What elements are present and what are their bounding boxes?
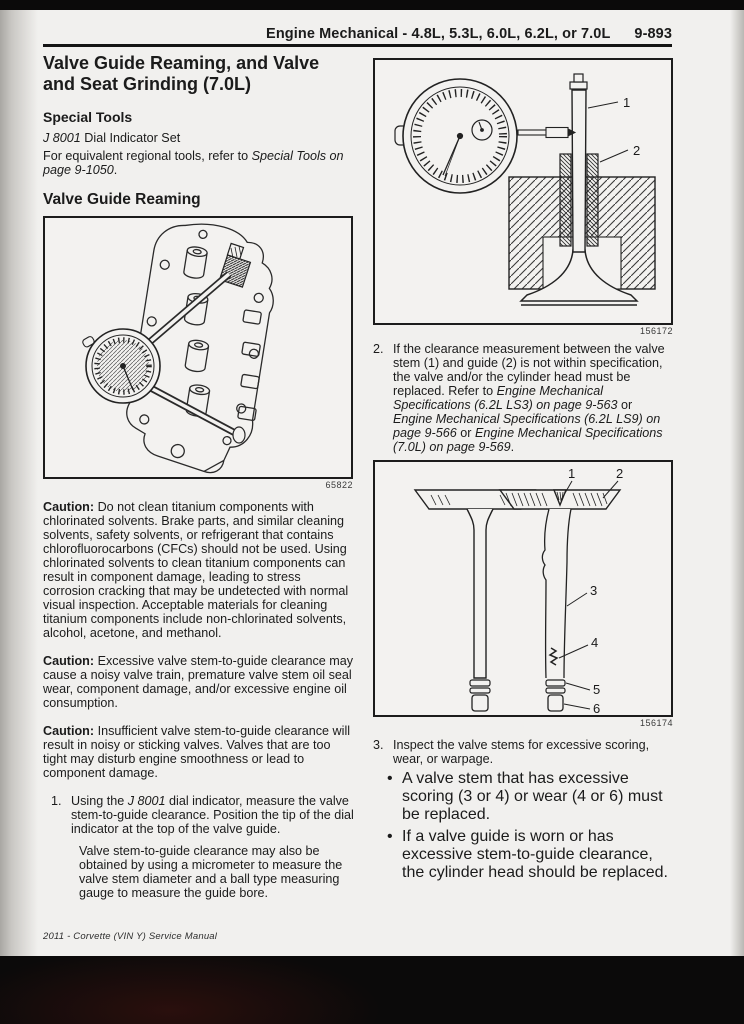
right-column [373, 58, 673, 882]
footer-manual-title: 2011 - Corvette (VIN Y) Service Manual [43, 931, 218, 942]
step-1 [51, 794, 355, 836]
bullet-marker: • [387, 828, 393, 845]
bullet-text: If a valve guide is worn or has excessive stem-to-guide clearance, the cylinder head should be replaced. [402, 828, 668, 881]
header-page-number: 9-893 [634, 26, 672, 42]
left-column [43, 53, 355, 900]
valve-clearance-illustration [375, 60, 671, 323]
callout-2: 2 [616, 466, 624, 481]
step-number: 2. [373, 342, 384, 356]
figure-valve-inspection [373, 460, 673, 717]
special-tools-heading: Special Tools [43, 109, 133, 125]
valve-wear-illustration [375, 462, 671, 715]
callout-3: 3 [590, 583, 598, 598]
step1-prefix: Using the [71, 794, 128, 808]
callout-1: 1 [568, 466, 576, 481]
step-number: 3. [373, 738, 384, 752]
step-number: 1. [51, 794, 62, 808]
step-1-note: Valve stem-to-guide clearance may also be obtained by using a micrometer to measure the valve stem diameter and a ball type measuring gauge to measure the guide bore. [79, 844, 343, 900]
figure-number: 156172 [639, 326, 673, 336]
equiv-suffix: . [113, 163, 118, 177]
caution-label: Caution: [43, 654, 95, 668]
step-3 [373, 738, 673, 766]
caution-text: Excessive valve stem-to-guide clearance may cause a noisy valve train, premature valve stem oil seal wear, component damage, and/or excessive engine oil consumption. [43, 654, 354, 710]
step-3-bullet-1 [387, 770, 673, 824]
step1-suffix: dial indicator, measure the valve stem-to-guide clearance. Position the tip of the dial indicator at the top of the valve guide. [71, 794, 354, 836]
cylinder-head-illustration [45, 218, 351, 477]
equivalent-tools-note [43, 149, 355, 177]
callout-6: 6 [593, 701, 601, 715]
scan-band-bottom [0, 956, 744, 1024]
figure-clearance-measurement [373, 58, 673, 325]
section-title: Valve Guide Reaming, and Valve and Seat Grinding (7.0L) [43, 53, 320, 94]
caution-text: Insufficient valve stem-to-guide clearance will result in noisy or sticking valves. Valves that are too tight may disturb engine smoothness or lead to component damage. [43, 724, 351, 780]
caution-insufficient-clearance [43, 724, 355, 780]
spec-reference-ls9: Engine Mechanical Specifications (6.2L LS9) on page 9-566 [393, 412, 661, 440]
valve-guide-reaming-heading: Valve Guide Reaming [43, 191, 201, 208]
tool-name: Dial Indicator Set [80, 131, 181, 145]
bullet-text: A valve stem that has excessive scoring (3 or 4) or wear (4 or 6) must be replaced. [402, 770, 663, 823]
caution-label: Caution: [43, 724, 95, 738]
callout-5: 5 [593, 682, 601, 697]
bullet-marker: • [387, 770, 393, 787]
callout-4: 4 [591, 635, 599, 650]
step-3-bullet-2 [387, 828, 673, 882]
callout-2: 2 [633, 143, 641, 158]
step-text [71, 794, 355, 836]
figure-cylinder-head-dial-indicator [43, 216, 353, 479]
caution-excessive-clearance [43, 654, 355, 710]
step2-or: or [617, 398, 633, 412]
header-rule [43, 44, 672, 47]
step-text: Inspect the valve stems for excessive scoring, wear, or warpage. [393, 738, 650, 766]
equiv-reference: Special Tools on page 9-1050 [43, 149, 344, 177]
manual-page [0, 10, 744, 956]
spec-reference-7l: Engine Mechanical Specifications (7.0L) on page 9-569 [393, 426, 663, 454]
equiv-prefix: For equivalent regional tools, refer to [43, 149, 252, 163]
step2-suffix: . [510, 440, 515, 454]
spec-reference-ls3: Engine Mechanical Specifications (6.2L LS3) on page 9-563 [393, 384, 618, 412]
caution-titanium [43, 500, 355, 640]
step2-or: or [456, 426, 475, 440]
header-title: Engine Mechanical - 4.8L, 5.3L, 6.0L, 6.2L, or 7.0L [266, 26, 611, 42]
step-text [393, 342, 673, 454]
special-tool-item [43, 131, 355, 145]
caution-text: Do not clean titanium components with chlorinated solvents. Brake parts, and similar cleaning solvents, safety solvents, or refrigerant that contains chlorofluorocarbons (CFCs) should not be used. Using chlorinated solvents to clean titanium components can result in component damage, leading to stress corrosion cracking that may be undetected with normal visual inspection. Acceptable materials for cleaning titanium components include non-chlorinated solvents, alcohol, acetone, and methanol. [43, 500, 349, 640]
figure-number: 65822 [325, 480, 353, 490]
step2-prefix: If the clearance measurement between the valve stem (1) and guide (2) is not within specification, the valve and/or the cylinder head must be replaced. Refer to [393, 342, 665, 398]
scan-band-top [0, 0, 744, 10]
page-header [43, 26, 672, 42]
caution-label: Caution: [43, 500, 95, 514]
figure-number: 156174 [639, 718, 673, 728]
callout-1: 1 [623, 95, 631, 110]
tool-number: J 8001 [43, 131, 81, 145]
step-2 [373, 342, 673, 454]
step1-tool-ref: J 8001 [127, 794, 166, 808]
